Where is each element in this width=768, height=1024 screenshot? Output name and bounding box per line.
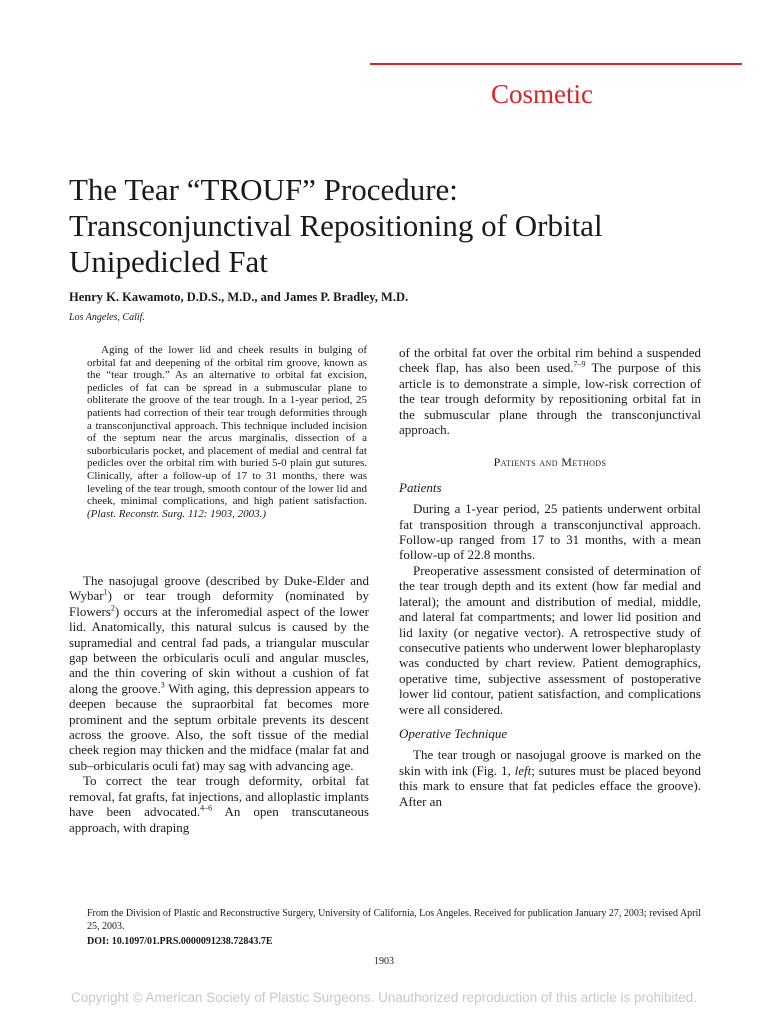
- text-span: The tear trough or nasojugal groove is marked on the skin with ink (Fig. 1,: [399, 747, 701, 778]
- citation-sup: 2: [110, 603, 115, 613]
- body-paragraph-4: During a 1-year period, 25 patients underwent orbital fat transposition through a transconjunctival approach. Follow-up ranged from 17 to 31 months, with a mean follow-up of 22.8 months.: [399, 501, 701, 563]
- title-line-1: The Tear “TROUF” Procedure:: [69, 172, 458, 207]
- body-paragraph-6: [399, 747, 701, 809]
- text-span: An open transcutaneous approach, with draping: [69, 804, 369, 835]
- abstract-paragraph: [87, 344, 367, 520]
- text-italic: left: [514, 762, 532, 778]
- footnote: From the Division of Plastic and Reconstructive Surgery, University of California, Los Angeles. Received for publication January 27, 2003; revised April 25, 2003.: [87, 908, 702, 932]
- text-span: The nasojugal groove (described by Duke-Elder and Wybar: [69, 573, 369, 604]
- section-label: Cosmetic: [491, 79, 593, 109]
- section-heading: [399, 455, 701, 470]
- title-line-2: Transconjunctival Repositioning of Orbital: [69, 208, 603, 243]
- citation-sup: 4–6: [200, 803, 213, 813]
- text-span: ) occurs at the inferomedial aspect of the lower lid. Anatomically, this natural sulcus is caused by the supramedial and central fad pads, a triangular muscular gap between the orbicularis oculi and angular muscles, and the thin covering of skin without a cushion of fat along the groove.: [69, 603, 369, 696]
- citation-sup: 7–9: [573, 360, 586, 370]
- article-title: [69, 172, 719, 280]
- body-paragraph-1: [69, 573, 369, 773]
- citation-sup: 1: [103, 588, 108, 598]
- heading-text: Patients and Methods: [493, 455, 607, 470]
- copyright-notice: Copyright © American Society of Plastic Surgeons. Unauthorized reproduction of this article is prohibited.: [70, 990, 697, 1005]
- text-span: ) or tear trough deformity (nominated by Flowers: [69, 588, 369, 619]
- body-paragraph-3: [399, 345, 701, 437]
- text-span: of the orbital fat over the orbital rim behind a suspended cheek flap, has also been used.: [399, 345, 701, 376]
- citation-sup: 3: [160, 680, 165, 690]
- right-column: [399, 345, 701, 809]
- abstract: [87, 344, 367, 520]
- text-span: With aging, this depression appears to deepen because the supraorbital fat becomes more prominent and the septum orbitale prevents its descent across the groove. Also, the soft tissue of the medial cheek region may thicken and the midface (malar fat and sub–orbicularis oculi fat) may sag with advancing age.: [69, 680, 369, 773]
- body-paragraph-2: [69, 773, 369, 835]
- abstract-text: Aging of the lower lid and cheek results in bulging of orbital fat and deepening of the orbital rim groove, known as the “tear trough.” As an alternative to orbital fat excision, pedicles of fat can be spread in a submuscular plane to obliterate the groove of the tear trough. In a 1-year period, 25 patients had correction of their tear trough deformities through a transconjunctival approach. This technique included incision of the septum near the arcus marginalis, dissection of a suborbicularis pocket, and placement of medial and central fat pedicles over the orbital rim with buried 5-0 plain gut sutures. Clinically, after a follow-up of 17 to 31 months, there was leveling of the tear trough, smooth contour of the lower lid and cheek, minimal complications, and high patient satisfaction.: [87, 344, 367, 508]
- doi: DOI: 10.1097/01.PRS.0000091238.72843.7E: [87, 936, 273, 947]
- subheading-operative-technique: Operative Technique: [399, 725, 508, 741]
- authors: Henry K. Kawamoto, D.D.S., M.D., and James P. Bradley, M.D.: [69, 290, 409, 304]
- section-rule: [370, 63, 742, 65]
- left-column: [69, 573, 369, 835]
- affiliation: Los Angeles, Calif.: [69, 312, 145, 323]
- body-paragraph-5: Preoperative assessment consisted of determination of the tear trough depth and its extent (how far medial and lateral); the amount and distribution of medial, middle, and lateral fat compartments; and lower lid position and lid laxity (or negative vector). A retrospective study of consecutive patients who underwent lower blepharoplasty was conducted by chart review. Patient demographics, operative time, subjective assessment of postoperative lower lid contour, patient satisfaction, and complications were all considered.: [399, 562, 701, 717]
- abstract-citation: (Plast. Reconstr. Surg. 112: 1903, 2003.): [87, 507, 267, 520]
- page-number: 1903: [374, 956, 394, 967]
- subheading-patients: Patients: [399, 479, 442, 495]
- text-span: ; sutures must be placed beyond this mark to ensure that fat pedicles efface the groove). After an: [399, 762, 701, 809]
- title-line-3: Unipedicled Fat: [69, 244, 268, 279]
- text-span: To correct the tear trough deformity, orbital fat removal, fat grafts, fat injections, and alloplastic implants have been advocated.: [69, 773, 369, 820]
- text-span: The purpose of this article is to demonstrate a simple, low-risk correction of the tear trough deformity by repositioning orbital fat in the submuscular plane through the transconjunctival approach.: [399, 360, 701, 438]
